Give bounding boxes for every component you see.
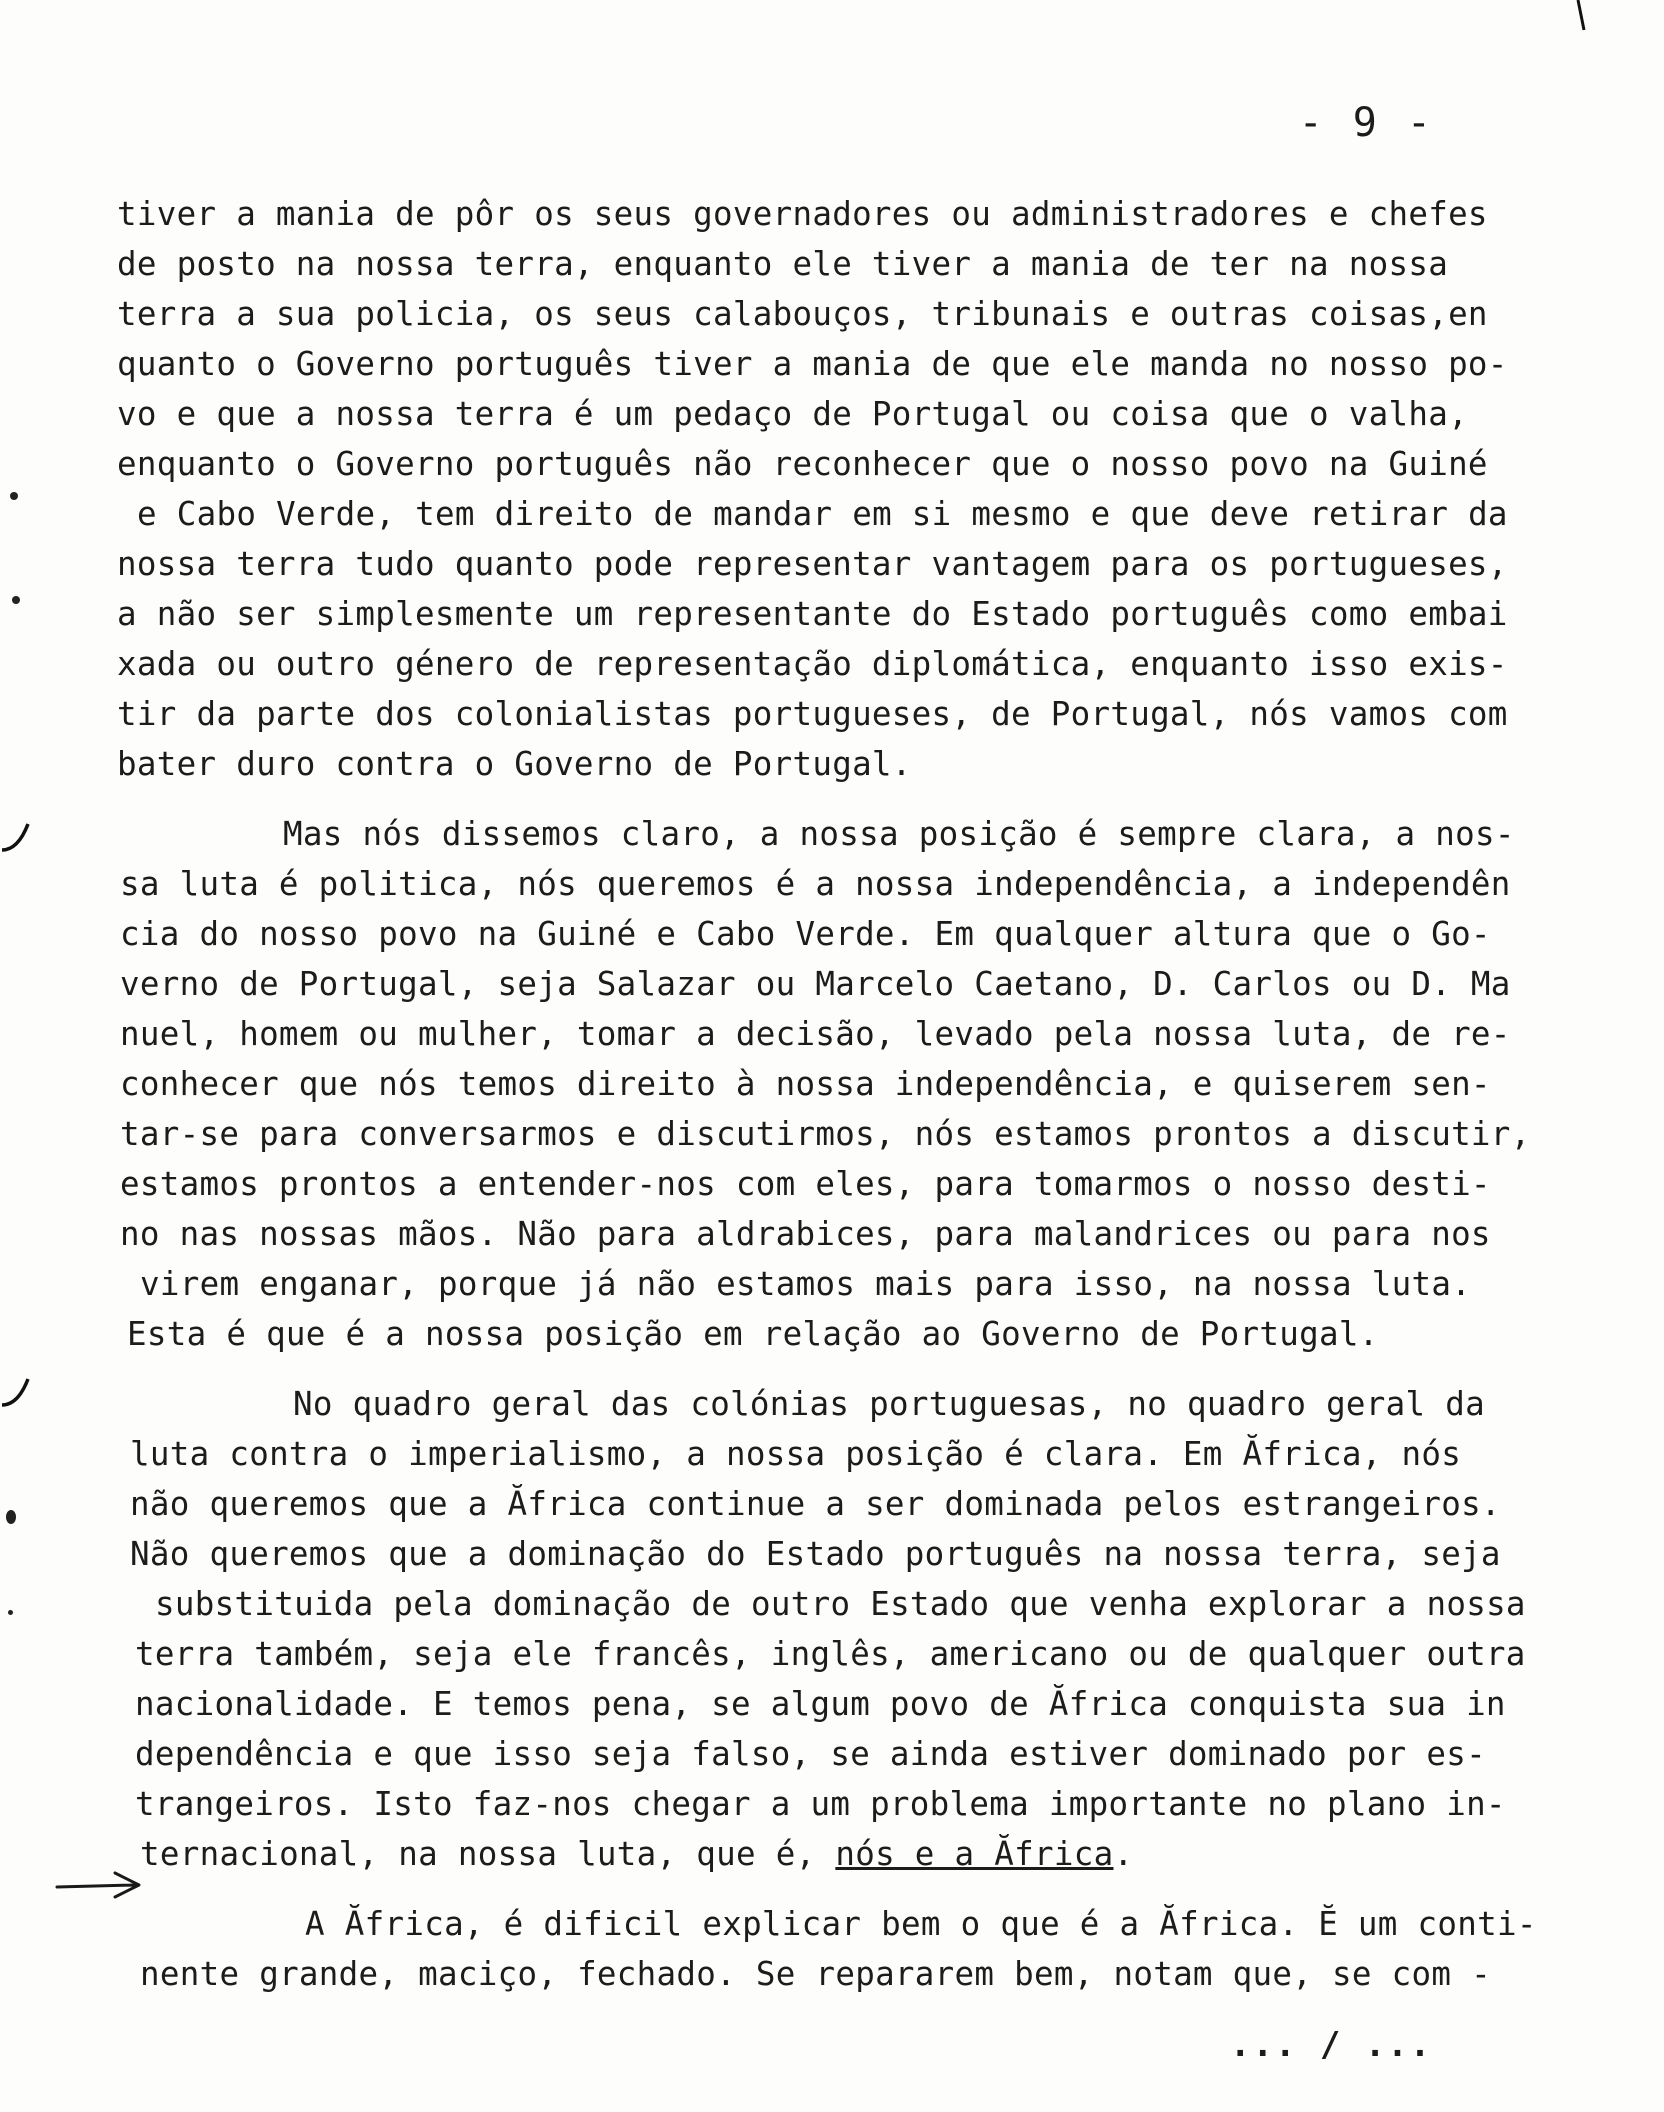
text-line: estamos prontos a entender-nos com eles, para tomarmos o nosso desti- <box>120 1165 1491 1203</box>
text-line: e Cabo Verde, tem direito de mandar em si mesmo e que deve retirar da <box>137 495 1508 533</box>
underlined-phrase: nós e a Ăfrica <box>835 1835 1114 1873</box>
text-line: não queremos que a Ăfrica continue a ser dominada pelos estrangeiros. <box>130 1485 1501 1523</box>
text-line: de posto na nossa terra, enquanto ele tiver a mania de ter na nossa <box>117 245 1449 283</box>
margin-speck <box>10 492 18 500</box>
margin-speck <box>12 596 20 604</box>
margin-mark-icon <box>0 820 34 856</box>
margin-mark-icon <box>0 1375 34 1411</box>
text-line: terra também, seja ele francês, inglês, americano ou de qualquer outra <box>135 1635 1526 1673</box>
text-line: nossa terra tudo quanto pode representar vantagem para os portugueses, <box>117 545 1508 583</box>
text-line: nacionalidade. E temos pena, se algum povo de Ăfrica conquista sua in <box>135 1685 1506 1723</box>
text-line: nente grande, maciço, fechado. Se repararem bem, notam que, se com - <box>140 1955 1491 1993</box>
text-line: terra a sua policia, os seus calabouços, tribunais e outras coisas,en <box>117 295 1488 333</box>
text-line: vo e que a nossa terra é um pedaço de Portugal ou coisa que o valha, <box>117 395 1468 433</box>
text-line: dependência e que isso seja falso, se ainda estiver dominado por es- <box>135 1735 1486 1773</box>
text-line: enquanto o Governo português não reconhecer que o nosso povo na Guiné <box>117 445 1488 483</box>
page-number: - 9 - <box>1298 100 1434 146</box>
text-line: Mas nós dissemos claro, a nossa posição é sempre clara, a nos- <box>283 815 1515 853</box>
text-line: tir da parte dos colonialistas portugueses, de Portugal, nós vamos com <box>117 695 1508 733</box>
text-line: virem enganar, porque já não estamos mais para isso, na nossa luta. <box>140 1265 1472 1303</box>
text-line: luta contra o imperialismo, a nossa posição é clara. Em Ăfrica, nós <box>130 1435 1462 1473</box>
text-line: No quadro geral das colónias portuguesas, no quadro geral da <box>293 1385 1485 1423</box>
text-line: tiver a mania de pôr os seus governadores ou administradores e chefes <box>117 195 1488 233</box>
continuation-mark: ... / ... <box>1230 2025 1433 2065</box>
text-line: bater duro contra o Governo de Portugal. <box>117 745 912 783</box>
text-line: Esta é que é a nossa posição em relação ao Governo de Portugal. <box>127 1315 1379 1353</box>
corner-mark-icon <box>1572 0 1592 40</box>
margin-speck <box>6 1510 16 1524</box>
text-line: ternacional, na nossa luta, que é, nós e a Ăfrica. <box>140 1835 1134 1873</box>
text-line: cia do nosso povo na Guiné e Cabo Verde. Em qualquer altura que o Go- <box>120 915 1491 953</box>
text-line: conhecer que nós temos direito à nossa independência, e quiserem sen- <box>120 1065 1491 1103</box>
text-line: Não queremos que a dominação do Estado português na nossa terra, seja <box>130 1535 1501 1573</box>
text-line: nuel, homem ou mulher, tomar a decisão, levado pela nossa luta, de re- <box>120 1015 1511 1053</box>
text-line: sa luta é politica, nós queremos é a nossa independência, a independên <box>120 865 1511 903</box>
text-line: a não ser simplesmente um representante do Estado português como embai <box>117 595 1508 633</box>
text-line: verno de Portugal, seja Salazar ou Marcelo Caetano, D. Carlos ou D. Ma <box>120 965 1511 1003</box>
text-line: xada ou outro género de representação diplomática, enquanto isso exis- <box>117 645 1508 683</box>
text-line: substituida pela dominação de outro Estado que venha explorar a nossa <box>155 1585 1526 1623</box>
text-line: tar-se para conversarmos e discutirmos, nós estamos prontos a discutir, <box>120 1115 1531 1153</box>
text-line: trangeiros. Isto faz-nos chegar a um problema importante no plano in- <box>135 1785 1506 1823</box>
handwritten-arrow-icon <box>55 1865 145 1905</box>
text-line: no nas nossas mãos. Não para aldrabices, para malandrices ou para nos <box>120 1215 1491 1253</box>
text-line: quanto o Governo português tiver a mania de que ele manda no nosso po- <box>117 345 1508 383</box>
margin-speck <box>8 1610 13 1615</box>
text-line: A Ăfrica, é dificil explicar bem o que é a Ăfrica. Ĕ um conti- <box>305 1905 1537 1943</box>
